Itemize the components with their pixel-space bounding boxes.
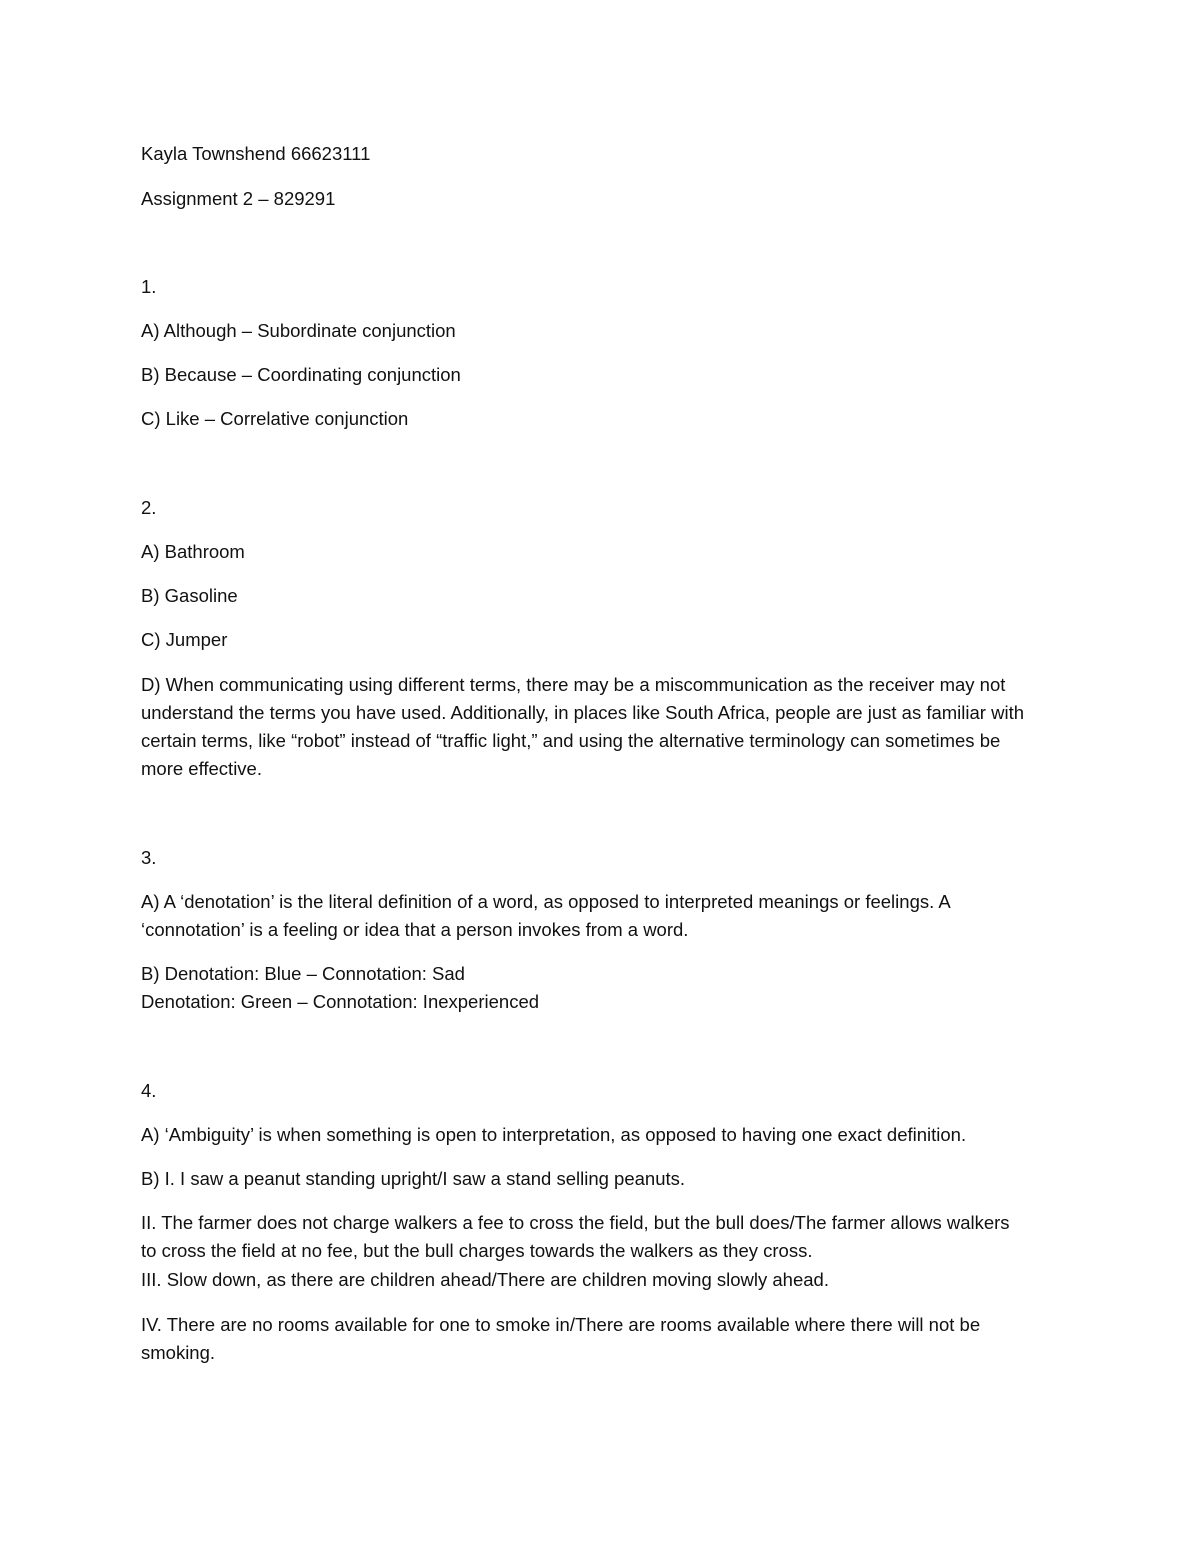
q3-answer-b-line1: B) Denotation: Blue – Connotation: Sad [141,963,465,984]
q4-number: 4. [141,1080,157,1101]
q4-answer-b-ii: II. The farmer does not charge walkers a fee to cross the field, but the bull does/The farmer allows walkers to cross the field at no fee, but the bull charges towards the walkers as they cross. [141,1212,1010,1261]
q2-number: 2. [141,497,157,518]
q1-answer-b: B) Because – Coordinating conjunction [141,364,461,385]
q4-answer-b-i: B) I. I saw a peanut standing upright/I saw a stand selling peanuts. [141,1168,686,1189]
q3-answer-a: A) A ‘denotation’ is the literal definition of a word, as opposed to interpreted meanings or feelings. A ‘connotation’ is a feeling or idea that a person invokes from a word. [141,891,950,940]
q4-answer-b-iv: IV. There are no rooms available for one to smoke in/There are rooms available where there will not be smoking. [141,1314,981,1363]
q2-answer-c: C) Jumper [141,629,228,650]
q2-answer-a: A) Bathroom [141,541,245,562]
assignment-title: Assignment 2 – 829291 [141,188,336,209]
q4-answer-a: A) ‘Ambiguity’ is when something is open to interpretation, as opposed to having one exact definition. [141,1124,967,1145]
student-name-line: Kayla Townshend 66623111 [141,143,371,164]
q2-answer-d: D) When communicating using different terms, there may be a miscommunication as the receiver may not understand the terms you have used. Additionally, in places like South Africa, people are just as familiar with certain terms, like “robot” instead of “traffic light,” and using the alternative terminology can sometimes be more effective. [141,674,1025,779]
q1-answer-a: A) Although – Subordinate conjunction [141,320,456,341]
q1-number: 1. [141,276,157,297]
q3-answer-b-line2: Denotation: Green – Connotation: Inexperienced [141,991,540,1012]
q1-answer-c: C) Like – Correlative conjunction [141,408,409,429]
q3-number: 3. [141,847,157,868]
q2-answer-b: B) Gasoline [141,585,238,606]
q4-answer-b-iii: III. Slow down, as there are children ahead/There are children moving slowly ahead. [141,1269,829,1290]
